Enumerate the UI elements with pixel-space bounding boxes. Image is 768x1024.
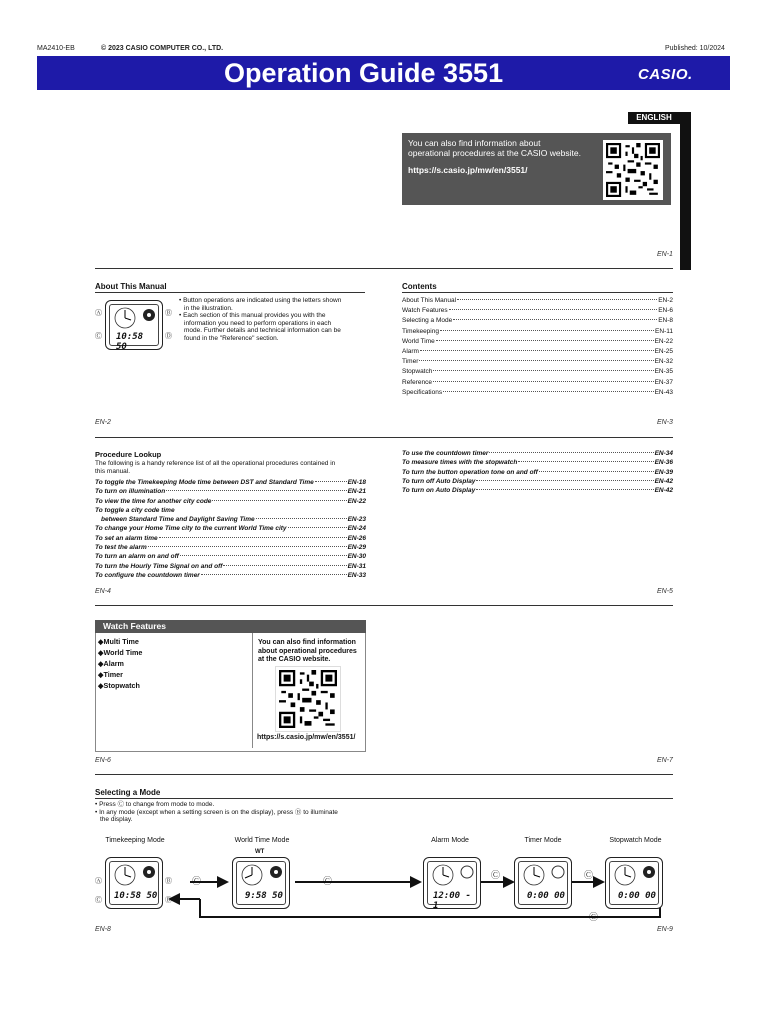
list-row-page: EN-32 — [654, 358, 673, 366]
list-row-page: EN-37 — [654, 378, 673, 386]
button-a-label: Ⓐ — [95, 878, 102, 885]
contents-list — [402, 296, 673, 398]
list-row[interactable] — [402, 296, 673, 306]
mode-heading: Selecting a Mode — [95, 788, 161, 797]
list-row-title: To test the alarm — [95, 544, 147, 552]
list-row[interactable] — [95, 534, 366, 543]
analog-dial-icon — [239, 864, 265, 886]
arrow-c-label: Ⓒ — [323, 876, 333, 886]
list-row-page: EN-23 — [347, 516, 366, 524]
list-row[interactable] — [402, 327, 673, 337]
list-row-title: To view the time for another city code — [95, 497, 212, 505]
list-row-title: Stopwatch — [402, 368, 433, 376]
dot-leader — [223, 565, 346, 566]
list-row-title: To turn the Hourly Time Signal on and off — [95, 562, 223, 570]
button-c-label: Ⓒ — [95, 333, 102, 340]
mode-label-alarm: Alarm Mode — [431, 837, 469, 844]
divider — [95, 774, 673, 775]
dot-leader — [440, 330, 654, 331]
features-info-line: You can also find information — [258, 639, 356, 646]
dot-leader — [489, 452, 653, 453]
divider — [95, 268, 673, 269]
dot-leader — [436, 340, 654, 341]
page-number: EN-3 — [657, 419, 673, 426]
sub-dial-icon — [460, 865, 474, 879]
features-divider — [252, 633, 253, 748]
watch-digital-time: 9:58 50 — [245, 891, 283, 901]
list-row[interactable] — [402, 337, 673, 347]
published-date: Published: 10/2024 — [665, 45, 725, 52]
list-row[interactable] — [95, 506, 366, 515]
page-number: EN-4 — [95, 588, 111, 595]
list-row-title: To change your Home Time city to the current World Time city — [95, 525, 287, 533]
list-row[interactable] — [95, 524, 366, 533]
heading-underline — [402, 292, 673, 293]
sub-dial-icon — [142, 308, 156, 322]
watch-face — [518, 861, 568, 905]
heading-underline — [95, 798, 673, 799]
list-row-page: EN-8 — [658, 317, 673, 325]
dot-leader — [315, 481, 347, 482]
sidebar-tab — [680, 112, 691, 270]
list-row-page: EN-22 — [347, 497, 366, 505]
list-row-title: Specifications — [402, 388, 443, 396]
about-text: mode. Further details and technical information can be — [184, 327, 341, 334]
about-text: information you need to perform operations in each — [184, 319, 332, 327]
heading-underline — [95, 292, 365, 293]
watch-digital-time: 0:00 00 — [527, 891, 565, 901]
list-row-page: EN-31 — [347, 562, 366, 570]
list-row-title: Selecting a Mode — [402, 317, 453, 325]
feature-item: ◆Multi Time — [98, 637, 139, 646]
feature-item: ◆Stopwatch — [98, 681, 140, 690]
watch-digital-time: 10:58 50 — [114, 891, 158, 901]
list-row-page: EN-2 — [658, 297, 673, 304]
watch-face — [609, 861, 659, 905]
dot-leader — [159, 537, 347, 538]
list-row[interactable] — [402, 449, 673, 458]
watch-digital-time: 10:58 50 — [116, 332, 144, 352]
list-row-title: Alarm — [402, 348, 419, 356]
language-tab: ENGLISH — [628, 112, 680, 124]
list-row[interactable] — [95, 487, 366, 496]
sub-dial-icon — [642, 865, 656, 879]
analog-dial-icon — [112, 307, 138, 329]
mode-label-world-time: World Time Mode — [234, 837, 290, 844]
list-row-title: Reference — [402, 378, 432, 386]
mode-text: • In any mode (except when a setting screen is on the display), press Ⓑ to illuminate — [95, 808, 338, 816]
list-row-title: Watch Features — [402, 307, 448, 315]
list-row[interactable] — [402, 316, 673, 326]
feature-item: ◆Alarm — [98, 659, 124, 668]
list-row[interactable] — [402, 367, 673, 377]
page-title: Operation Guide 3551 — [224, 58, 504, 88]
dot-leader — [449, 309, 658, 310]
qr-code-icon[interactable] — [275, 666, 341, 732]
list-row-page: EN-42 — [654, 487, 673, 495]
list-row[interactable] — [95, 497, 366, 506]
dot-leader — [476, 489, 653, 490]
list-row-page: EN-11 — [655, 327, 673, 335]
mode-label-timer: Timer Mode — [524, 837, 562, 844]
about-bullets — [179, 297, 364, 342]
dot-leader — [420, 350, 654, 351]
list-row-page: EN-33 — [347, 571, 366, 579]
watch-face — [236, 861, 286, 905]
list-row-title: To set an alarm time — [95, 534, 158, 542]
list-row-page: EN-25 — [654, 348, 673, 356]
dot-leader — [256, 518, 347, 519]
dot-leader — [433, 381, 654, 382]
arrow-c-label: Ⓒ — [491, 870, 501, 880]
divider — [95, 605, 673, 606]
mode-label-stopwatch: Stopwatch Mode — [609, 837, 662, 844]
list-row[interactable] — [95, 571, 366, 580]
list-row-page: EN-35 — [654, 368, 673, 376]
mode-text: • Press Ⓒ to change from mode to mode. — [95, 801, 215, 808]
dot-leader — [453, 319, 657, 320]
list-row-title: To measure times with the stopwatch — [402, 459, 518, 467]
dot-leader — [419, 360, 653, 361]
divider — [95, 437, 673, 438]
watch-alarm — [423, 857, 481, 909]
dot-leader — [518, 461, 653, 462]
about-text: found in the "Reference" section. — [184, 334, 279, 342]
sub-dial-icon — [551, 865, 565, 879]
list-row-page: EN-42 — [654, 477, 673, 485]
lookup-intro-line: The following is a handy reference list of all the operational procedures contained in — [95, 460, 336, 467]
list-row[interactable] — [402, 378, 673, 388]
list-row-page: EN-43 — [654, 388, 673, 396]
watch-digital-time: 12:00 - 1 — [433, 891, 471, 911]
dot-leader — [433, 370, 653, 371]
button-b-label: Ⓑ — [165, 878, 172, 885]
features-info-line: at the CASIO website. — [258, 656, 331, 663]
casio-logo: CASIO. — [638, 66, 693, 83]
arrow-c-label: Ⓒ — [192, 876, 202, 886]
dot-leader — [443, 391, 653, 392]
sub-dial-icon — [269, 865, 283, 879]
lookup-intro — [95, 460, 365, 475]
watch-timer — [514, 857, 572, 909]
watch-face — [427, 861, 477, 911]
list-row[interactable] — [402, 306, 673, 316]
qr-code-icon[interactable] — [603, 140, 663, 200]
button-a-label: Ⓐ — [95, 310, 102, 317]
watch-stopwatch — [605, 857, 663, 909]
list-row-page: EN-18 — [347, 479, 366, 486]
list-row-title: Timer — [402, 358, 419, 366]
list-row-title: To turn an alarm on and off — [95, 553, 179, 561]
page-number: EN-7 — [657, 757, 673, 764]
list-row-title: To toggle a city code time — [95, 506, 175, 514]
list-row-title: between Standard Time and Daylight Saving Time — [101, 516, 255, 524]
list-row[interactable] — [402, 347, 673, 357]
list-row-page: EN-36 — [654, 459, 673, 467]
feature-item: ◆World Time — [98, 648, 143, 657]
dot-leader — [180, 555, 347, 556]
qr-code-graphic — [606, 143, 660, 197]
about-text: • Each section of this manual provides you with the — [179, 312, 326, 319]
list-row[interactable] — [95, 478, 366, 487]
mode-flow-arrows — [95, 855, 675, 930]
list-row-page: EN-6 — [658, 307, 673, 315]
watch-illustration — [95, 298, 180, 353]
list-row-page: EN-29 — [347, 544, 366, 552]
button-d-label: Ⓓ — [165, 897, 172, 904]
analog-dial-icon — [521, 864, 547, 886]
watch-face — [109, 861, 159, 905]
watch-digital-time: 0:00 00 — [618, 891, 656, 901]
watch-body — [105, 300, 163, 350]
mode-text: the display. — [100, 816, 133, 823]
list-row[interactable] — [402, 486, 673, 495]
list-row-title: To turn on Auto Display — [402, 487, 476, 495]
list-row[interactable] — [95, 543, 366, 552]
watch-timekeeping — [105, 857, 163, 909]
list-row-page: EN-39 — [654, 468, 673, 476]
lookup-list-right — [402, 449, 673, 495]
page-number: EN-5 — [657, 588, 673, 595]
info-line-1: You can also find information about — [408, 138, 541, 148]
dot-leader — [476, 480, 653, 481]
arrow-c-label: Ⓒ — [584, 870, 594, 880]
features-url[interactable]: https://s.casio.jp/mw/en/3551/ — [257, 734, 356, 741]
list-row-title: To turn the button operation tone on and off — [402, 468, 538, 476]
page-number: EN-6 — [95, 757, 111, 764]
contents-heading: Contents — [402, 282, 437, 291]
list-row-page: EN-22 — [654, 337, 673, 345]
lookup-list-left — [95, 478, 366, 580]
list-row[interactable] — [95, 515, 366, 524]
list-row-title: About This Manual — [402, 297, 457, 304]
page-number: EN-2 — [95, 419, 111, 426]
doc-code: MA2410-EB — [37, 45, 75, 52]
dot-leader — [166, 490, 346, 491]
list-row-title: Timekeeping — [402, 327, 439, 335]
copyright: © 2023 CASIO COMPUTER CO., LTD. — [101, 45, 224, 52]
dot-leader — [457, 299, 657, 300]
list-row-title: To turn off Auto Display — [402, 477, 476, 485]
sub-dial-icon — [142, 865, 156, 879]
list-row[interactable] — [95, 552, 366, 561]
website-url[interactable]: https://s.casio.jp/mw/en/3551/ — [408, 165, 528, 175]
about-text: in the illustration. — [184, 304, 233, 312]
list-row-page: EN-34 — [654, 450, 673, 457]
arrow-c-label: Ⓒ — [589, 912, 599, 922]
button-b-label: Ⓑ — [165, 310, 172, 317]
list-row-page: EN-30 — [347, 553, 366, 561]
page-number: EN-9 — [657, 926, 673, 933]
about-heading: About This Manual — [95, 282, 167, 291]
list-row-title: To configure the countdown timer — [95, 571, 200, 579]
list-row-title: World Time — [402, 337, 435, 345]
dot-leader — [148, 546, 347, 547]
lookup-heading: Procedure Lookup — [95, 450, 162, 459]
lookup-intro-line: this manual. — [95, 467, 131, 475]
list-row[interactable] — [402, 468, 673, 477]
mode-bullets — [95, 801, 395, 824]
dot-leader — [201, 574, 347, 575]
watch-face — [109, 304, 159, 352]
wt-indicator: WT — [255, 849, 265, 855]
list-row-page: EN-26 — [347, 534, 366, 542]
dot-leader — [288, 527, 347, 528]
features-info-line: about operational procedures — [258, 647, 357, 655]
list-row-page: EN-24 — [347, 525, 366, 533]
mode-label-timekeeping: Timekeeping Mode — [105, 837, 165, 844]
list-row[interactable] — [402, 388, 673, 398]
list-row-title: To turn on illumination — [95, 488, 166, 496]
qr-code-graphic — [279, 670, 337, 728]
page-number: EN-1 — [657, 251, 673, 258]
watch-world-time — [232, 857, 290, 909]
analog-dial-icon — [112, 864, 138, 886]
features-heading: Watch Features — [95, 620, 366, 633]
button-d-label: Ⓓ — [165, 333, 172, 340]
button-c-label: Ⓒ — [95, 897, 102, 904]
dot-leader — [539, 471, 654, 472]
list-row[interactable] — [402, 357, 673, 367]
analog-dial-icon — [430, 864, 456, 886]
features-list — [98, 636, 142, 691]
feature-item: ◆Timer — [98, 670, 123, 679]
features-info — [258, 639, 357, 665]
list-row[interactable] — [402, 458, 673, 467]
about-text: • Button operations are indicated using the letters shown — [179, 297, 342, 304]
list-row-title: To toggle the Timekeeping Mode time between DST and Standard Time — [95, 479, 314, 486]
list-row-page: EN-21 — [347, 488, 366, 496]
list-row-title: To use the countdown timer — [402, 450, 489, 457]
analog-dial-icon — [612, 864, 638, 886]
info-line-2: operational procedures at the CASIO website. — [408, 148, 581, 158]
dot-leader — [212, 500, 346, 501]
page-number: EN-8 — [95, 926, 111, 933]
list-row[interactable] — [95, 562, 366, 571]
list-row[interactable] — [402, 477, 673, 486]
